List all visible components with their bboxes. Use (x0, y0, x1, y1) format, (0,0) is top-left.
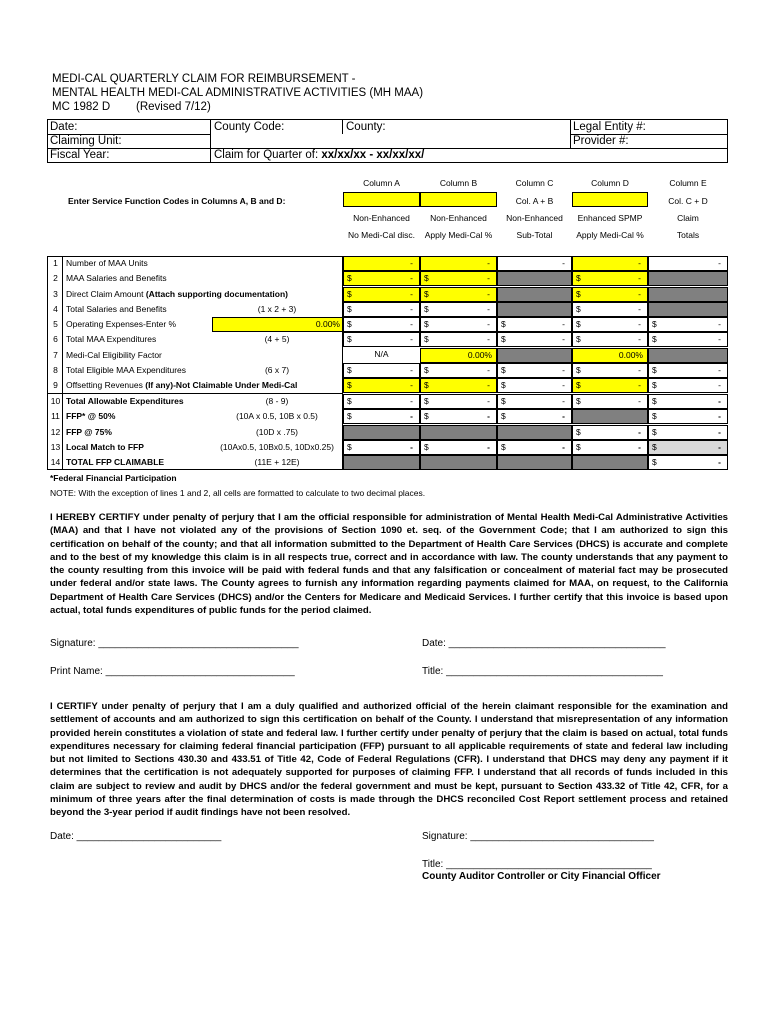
cell-row1-colC (497, 256, 572, 271)
date-line-2[interactable]: Date: __________________________ (50, 831, 222, 842)
row-label (66, 380, 297, 390)
cell-value: - (562, 319, 565, 329)
cell-row11-colC (497, 409, 572, 424)
row-formula: (4 + 5) (264, 334, 290, 344)
cell-row7-colC (497, 348, 572, 363)
cell-row8-colD (572, 363, 648, 378)
row-label (66, 411, 115, 421)
row-label-bold: FFP @ 75% (66, 427, 112, 437)
column-b-sub2: Apply Medi-Cal % (424, 230, 493, 240)
row-formula: (10A x 0.5, 10B x 0.5) (236, 411, 318, 421)
cell-row3-colC (497, 287, 572, 302)
cell-row7-colB[interactable] (420, 348, 497, 363)
auditor-title: County Auditor Controller or City Financial Officer (422, 871, 661, 882)
dollar-sign: $ (424, 319, 429, 329)
row-number: 3 (53, 289, 58, 299)
cell-value: - (718, 319, 721, 329)
dollar-sign: $ (347, 411, 352, 421)
row-label-text: Number of MAA Units (66, 258, 148, 268)
row-number: 1 (53, 258, 58, 268)
dollar-sign: $ (652, 457, 657, 467)
cell-row2-colA[interactable] (343, 271, 420, 286)
cell-row4-colB (420, 302, 497, 317)
dollar-sign: $ (501, 380, 506, 390)
cell-row12-colC (497, 425, 572, 440)
dollar-sign: $ (576, 396, 581, 406)
cell-row4-colD (572, 302, 648, 317)
legal-entity-field[interactable]: Legal Entity #: (573, 121, 646, 133)
row-formula: (10Ax0.5, 10Bx0.5, 10Dx0.25) (220, 442, 334, 452)
row-label (66, 258, 148, 268)
fiscal-year-field[interactable]: Fiscal Year: (50, 149, 110, 161)
cell-row13-colB (420, 440, 497, 455)
certification-auditor: I CERTIFY under penalty of perjury that I am a duly qualified and authorized official of the herein claimant responsible for the examination and settlement of accounts and am authorized to sign this certification on behalf of the County. I understand that misrepresentation of any information provided herein constitutes a violation of state and federal law. I further certify under penalty of perjury that the claim is based on actual, total funds expenditures necessary for claiming federal financial participation (FFP) pursuant to all applicable requirements of state and federal law including but not limited to Sections 430.30 and 433.51 of Title 42, Code of Federal Regulations (CFR). I understand that DHCS may deny any payment if it determines that the certification is not adequately supported for purposes of claiming FFP. I understand that all records of funds included in this claim are subject to review and audit by DHCS and/or the federal government and must be kept, pursuant to Section 433.32 of Title 42, CFR, for a minimum of three years after the final determination of costs is made through the DHCS reconciled Cost Report settlement process and retained beyond the 3-year period if audit findings have not been resolved. (50, 701, 728, 819)
cell-row7-colD[interactable] (572, 348, 648, 363)
cell-row12-colD (572, 425, 648, 440)
row-label-text: Total MAA Expenditures (66, 334, 157, 344)
dollar-sign: $ (347, 273, 352, 283)
dollar-sign: $ (424, 380, 429, 390)
cell-row12-colE (648, 425, 728, 440)
dollar-sign: $ (501, 396, 506, 406)
cell-row8-colE (648, 363, 728, 378)
cell-row3-colE (648, 287, 728, 302)
cell-row11-colA (343, 409, 420, 424)
dollar-sign: $ (652, 319, 657, 329)
cell-row2-colE (648, 271, 728, 286)
cell-value: - (410, 273, 413, 283)
cell-row12-colB (420, 425, 497, 440)
dollar-sign: $ (424, 334, 429, 344)
row-formula: (6 x 7) (264, 365, 290, 375)
cell-row14-colC (497, 455, 572, 470)
row-label-bold: FFP* @ 50% (66, 411, 116, 421)
date-field[interactable]: Date: (50, 121, 78, 133)
row-label-text: Operating Expenses-Enter % (66, 319, 177, 329)
cell-value: N/A (374, 349, 389, 359)
cell-row9-colB[interactable] (420, 378, 497, 393)
cell-value: - (718, 411, 721, 421)
cell-value: - (410, 380, 413, 390)
cell-row2-colD[interactable] (572, 271, 648, 286)
cell-value: - (487, 411, 490, 421)
cell-value: - (487, 365, 490, 375)
cell-row14-colD (572, 455, 648, 470)
cell-row13-colE (648, 440, 728, 455)
dollar-sign: $ (576, 334, 581, 344)
cell-row1-colA[interactable] (343, 256, 420, 271)
form-title-line1: MEDI-CAL QUARTERLY CLAIM FOR REIMBURSEMENT - (52, 73, 356, 85)
cell-value: - (718, 457, 721, 467)
cell-row6-colC (497, 332, 572, 347)
cell-row10-colB (420, 394, 497, 409)
cell-value: - (718, 442, 721, 452)
signature-line-1[interactable]: Signature: ____________________________________ (50, 638, 299, 649)
row-formula: (1 x 2 + 3) (257, 304, 297, 314)
column-e-sub1: Claim (677, 213, 699, 223)
row-number: 11 (51, 411, 60, 421)
cell-value: - (410, 289, 413, 299)
cell-value: - (638, 442, 641, 452)
operating-expense-percent-input[interactable] (212, 317, 343, 332)
cell-value: - (718, 365, 721, 375)
cell-row5-colE (648, 317, 728, 332)
cell-value: - (410, 304, 413, 314)
cell-value: - (638, 334, 641, 344)
cell-value: - (638, 273, 641, 283)
dollar-sign: $ (501, 334, 506, 344)
dollar-sign: $ (652, 427, 657, 437)
row-label (66, 334, 156, 344)
form-title-line2: MENTAL HEALTH MEDI-CAL ADMINISTRATIVE ACTIVITIES (MH MAA) (52, 87, 424, 99)
cell-value: - (487, 396, 490, 406)
row-label (66, 289, 288, 299)
cell-value: - (487, 334, 490, 344)
column-c-header: Column C (515, 178, 554, 188)
row-label (66, 442, 144, 452)
dollar-sign: $ (576, 427, 581, 437)
cell-value: - (638, 380, 641, 390)
row-label-bold: TOTAL FFP CLAIMABLE (66, 457, 165, 467)
cell-value: - (718, 380, 721, 390)
provider-field[interactable]: Provider #: (573, 135, 629, 147)
cell-value: - (487, 442, 490, 452)
row-label-text: Total Salaries and Benefits (66, 304, 167, 314)
dollar-sign: $ (424, 304, 429, 314)
cell-value: - (562, 258, 565, 268)
column-e-formula: Col. C + D (668, 196, 708, 206)
row-label-bold: (If any)-Not Claimable Under Medi-Cal (145, 380, 298, 390)
column-d-sub2: Apply Medi-Cal % (576, 230, 644, 240)
county-code-field[interactable]: County Code: (214, 121, 285, 133)
dollar-sign: $ (347, 442, 352, 452)
cell-value: - (487, 258, 490, 268)
dollar-sign: $ (576, 365, 581, 375)
cell-row10-colC (497, 394, 572, 409)
cell-row6-colE (648, 332, 728, 347)
dollar-sign: $ (576, 319, 581, 329)
cell-row14-colE (648, 455, 728, 470)
dollar-sign: $ (576, 442, 581, 452)
column-b-header: Column B (439, 178, 478, 188)
cell-value: - (410, 365, 413, 375)
dollar-sign: $ (652, 411, 657, 421)
cell-row9-colE (648, 378, 728, 393)
operating-expense-percent-value: 0.00% (315, 319, 340, 329)
cell-row7-colA (343, 348, 420, 363)
certification-official: I HEREBY CERTIFY under penalty of perjury that I am the official responsible for administration of Mental Health Medi-Cal Administrative Activities (MAA) and that I have not violated any of the provisions of Section 1090 et. seq. of the Government Code; that I am authorized to sign this certification on behalf of the county; and that all information submitted to the Department of Health Care Services (DHCS) is accurate and complete and to the best of my knowledge this claim is in all respects true, correct and in accordance with law. The county understands that any payment to the county resulting from this invoice will be paid with federal funds and that any falsification or concealment of material fact may be prosecuted under federal and/or state laws. The County agrees to furnish any information regarding payments claimed for MAA, on request, to the California Department of Health Care Services (DHCS) and/or the Centers for Medicare and Medicaid Services. I further certify that this invoice is based upon actual, total funds expenditures of public funds for the period claimed. (50, 512, 728, 617)
row-label (66, 427, 112, 437)
row-label-text: Total Eligible MAA Expenditures (66, 365, 187, 375)
row-number: 10 (50, 396, 61, 406)
date-line-1[interactable]: Date: _______________________________________ (422, 638, 666, 649)
column-d-header: Column D (591, 178, 629, 188)
cell-row8-colC (497, 363, 572, 378)
row-formula: (10D x .75) (255, 427, 299, 437)
dollar-sign: $ (424, 442, 429, 452)
dollar-sign: $ (424, 411, 429, 421)
dollar-sign: $ (347, 304, 352, 314)
title-line-2[interactable]: Title: _____________________________________ (422, 859, 652, 870)
cell-row2-colB[interactable] (420, 271, 497, 286)
row-number: 6 (53, 334, 58, 344)
dollar-sign: $ (424, 289, 429, 299)
cell-row7-colE (648, 348, 728, 363)
cell-row13-colD (572, 440, 648, 455)
cell-row5-colD (572, 317, 648, 332)
cell-row9-colD[interactable] (572, 378, 648, 393)
form-revised: (Revised 7/12) (136, 101, 211, 113)
row-label (66, 273, 167, 283)
cell-row6-colD (572, 332, 648, 347)
column-d-code-input[interactable] (572, 192, 648, 207)
cell-row1-colD[interactable] (572, 256, 648, 271)
column-e-sub2: Totals (676, 230, 700, 240)
cell-value: - (410, 411, 413, 421)
cell-value: - (487, 319, 490, 329)
dollar-sign: $ (347, 319, 352, 329)
cell-row5-colB (420, 317, 497, 332)
cell-row14-colA (343, 455, 420, 470)
cell-row3-colD[interactable] (572, 287, 648, 302)
row-number: 7 (53, 350, 58, 360)
signature-line-2[interactable]: Signature: _________________________________ (422, 831, 654, 842)
dollar-sign: $ (501, 319, 506, 329)
row-label (66, 365, 186, 375)
dollar-sign: $ (347, 334, 352, 344)
ffp-footnote: *Federal Financial Participation (50, 473, 177, 483)
cell-value: - (638, 258, 641, 268)
row-label-text: Offsetting Revenues (66, 380, 146, 390)
row-label-text: Direct Claim Amount (66, 289, 146, 299)
dollar-sign: $ (576, 273, 581, 283)
claim-quarter-value: xx/xx/xx - xx/xx/xx/ (321, 149, 425, 161)
dollar-sign: $ (652, 365, 657, 375)
row-number: 13 (50, 442, 61, 452)
cell-value: 0.00% (618, 350, 643, 360)
dollar-sign: $ (652, 396, 657, 406)
cell-value: - (562, 365, 565, 375)
dollar-sign: $ (347, 396, 352, 406)
column-b-sub1: Non-Enhanced (430, 213, 487, 223)
dollar-sign: $ (652, 334, 657, 344)
row-label-bold: Local Match to FFP (66, 442, 144, 452)
cell-value: - (562, 380, 565, 390)
cell-value: - (638, 289, 641, 299)
dollar-sign: $ (652, 380, 657, 390)
cell-row13-colC (497, 440, 572, 455)
cell-row10-colD (572, 394, 648, 409)
enter-codes-label: Enter Service Function Codes in Columns A, B and D: (68, 196, 286, 206)
column-a-sub1: Non-Enhanced (353, 213, 410, 223)
cell-value: - (410, 396, 413, 406)
cell-value: - (718, 427, 721, 437)
cell-row1-colB[interactable] (420, 256, 497, 271)
dollar-sign: $ (501, 442, 506, 452)
cell-row4-colE (648, 302, 728, 317)
cell-value: - (718, 258, 721, 268)
cell-row4-colA (343, 302, 420, 317)
row-number: 2 (53, 273, 58, 283)
column-d-sub1: Enhanced SPMP (577, 213, 643, 223)
claim-quarter-field[interactable] (214, 148, 424, 162)
row-label-bold: Total Allowable Expenditures (66, 396, 184, 406)
cell-value: - (638, 304, 641, 314)
row-label (66, 457, 164, 467)
dollar-sign: $ (424, 365, 429, 375)
cell-value: - (487, 304, 490, 314)
cell-row2-colC (497, 271, 572, 286)
claim-info-box (47, 119, 728, 163)
cell-row10-colA (343, 394, 420, 409)
form-number: MC 1982 D (52, 101, 111, 113)
cell-row6-colA (343, 332, 420, 347)
cell-value: - (638, 396, 641, 406)
cell-value: - (718, 396, 721, 406)
dollar-sign: $ (347, 380, 352, 390)
cell-row13-colA (343, 440, 420, 455)
formatting-note: NOTE: With the exception of lines 1 and 2, all cells are formatted to calculate to two decimal places. (50, 488, 426, 498)
cell-value: - (638, 319, 641, 329)
cell-value: - (487, 380, 490, 390)
claiming-unit-field[interactable]: Claiming Unit: (50, 135, 122, 147)
dollar-sign: $ (501, 411, 506, 421)
claim-quarter-label: Claim for Quarter of: (214, 149, 322, 161)
cell-row11-colE (648, 409, 728, 424)
dollar-sign: $ (347, 365, 352, 375)
row-label-text: Medi-Cal Eligibility Factor (66, 350, 162, 360)
cell-value: - (562, 396, 565, 406)
column-e-header: Column E (669, 178, 707, 188)
row-number: 9 (53, 380, 58, 390)
cell-value: - (487, 273, 490, 283)
county-field[interactable]: County: (346, 121, 386, 133)
cell-value: - (638, 365, 641, 375)
cell-row5-colA (343, 317, 420, 332)
row-label (66, 396, 184, 406)
row-formula: (11E + 12E) (254, 457, 300, 467)
cell-row6-colB (420, 332, 497, 347)
cell-row3-colB[interactable] (420, 287, 497, 302)
cell-value: - (487, 289, 490, 299)
cell-row11-colB (420, 409, 497, 424)
cell-row8-colB (420, 363, 497, 378)
row-label-text: MAA Salaries and Benefits (66, 273, 167, 283)
row-number: 14 (50, 457, 61, 467)
dollar-sign: $ (347, 289, 352, 299)
row-label-bold: (Attach supporting documentation) (145, 289, 288, 299)
cell-value: - (718, 334, 721, 344)
cell-row10-colE (648, 394, 728, 409)
row-number: 4 (53, 304, 58, 314)
cell-row4-colC (497, 302, 572, 317)
dollar-sign: $ (424, 273, 429, 283)
print-name-line[interactable]: Print Name: __________________________________ (50, 666, 295, 677)
cell-value: - (410, 442, 413, 452)
cell-value: - (638, 427, 641, 437)
row-label (66, 319, 176, 329)
cell-value: - (562, 334, 565, 344)
column-c-sub2: Sub-Total (516, 230, 553, 240)
dollar-sign: $ (501, 365, 506, 375)
cell-value: - (410, 334, 413, 344)
column-c-sub1: Non-Enhanced (506, 213, 563, 223)
column-a-header: Column A (363, 178, 400, 188)
cell-value: 0.00% (467, 350, 492, 360)
cell-value: - (410, 258, 413, 268)
cell-row5-colC (497, 317, 572, 332)
dollar-sign: $ (652, 442, 657, 452)
column-a-sub2: No Medi-Cal disc. (347, 230, 416, 240)
column-a-code-input[interactable] (343, 192, 420, 207)
dollar-sign: $ (576, 304, 581, 314)
cell-row14-colB (420, 455, 497, 470)
cell-value: - (562, 442, 565, 452)
cell-row1-colE (648, 256, 728, 271)
row-number: 12 (50, 427, 61, 437)
cell-value: - (410, 319, 413, 329)
cell-row12-colA (343, 425, 420, 440)
dollar-sign: $ (576, 380, 581, 390)
cell-row9-colA[interactable] (343, 378, 420, 393)
column-c-formula: Col. A + B (515, 196, 554, 206)
row-number: 5 (53, 319, 58, 329)
cell-value: - (562, 411, 565, 421)
dollar-sign: $ (424, 396, 429, 406)
row-number: 8 (53, 365, 58, 375)
cell-row11-colD (572, 409, 648, 424)
row-label (66, 350, 162, 360)
cell-row9-colC (497, 378, 572, 393)
dollar-sign: $ (576, 289, 581, 299)
cell-row8-colA (343, 363, 420, 378)
row-label (66, 304, 167, 314)
column-b-code-input[interactable] (420, 192, 497, 207)
title-line-1[interactable]: Title: _______________________________________ (422, 666, 663, 677)
row-formula: (8 - 9) (265, 396, 289, 406)
cell-row3-colA[interactable] (343, 287, 420, 302)
